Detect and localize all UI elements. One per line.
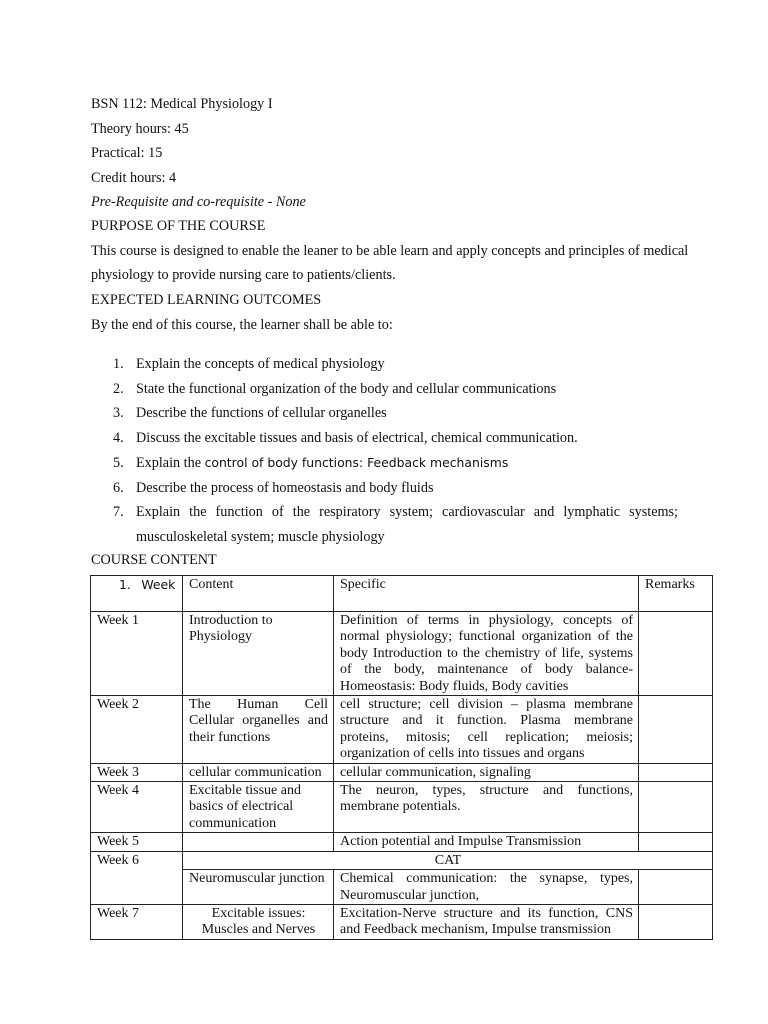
content-cell: Introduction to Physiology <box>183 612 334 696</box>
remarks-cell <box>639 904 713 939</box>
item-number: 4. <box>113 430 124 447</box>
table-row <box>91 904 713 939</box>
specific-cell: Chemical communication: the synapse, types, Neuromuscular junction, <box>334 870 639 905</box>
week-cell: Week 2 <box>91 696 183 764</box>
specific-cell: Definition of terms in physiology, concepts of normal physiology; functional organization of the body Introduction to the chemistry of life, systems of the body, maintenance of body balance-Homeostasis: Body fluids, Body cavities <box>334 612 639 696</box>
purpose-line-1: This course is designed to enable the leaner to be able learn and apply concepts and principles of medical <box>91 243 689 259</box>
purpose-line-2: physiology to provide nursing care to patients/clients. <box>91 267 396 283</box>
item-number: 3. <box>113 405 124 422</box>
item-text: State the functional organization of the body and cellular communications <box>136 380 557 397</box>
item-text: Describe the functions of cellular organelles <box>136 405 387 422</box>
remarks-cell <box>639 833 713 851</box>
header-week <box>91 576 183 612</box>
table-row <box>91 782 713 833</box>
remarks-cell <box>639 782 713 833</box>
outcomes-heading: EXPECTED LEARNING OUTCOMES <box>91 292 322 308</box>
item-number: 1. <box>113 356 124 372</box>
table-row <box>91 870 713 905</box>
list-item <box>91 451 678 476</box>
theory-hours: Theory hours: 45 <box>91 121 189 137</box>
course-content-table <box>90 575 713 940</box>
specific-cell: Action potential and Impulse Transmission <box>334 833 639 851</box>
week-cell: Week 5 <box>91 833 183 851</box>
header-week-label: Week <box>141 577 176 592</box>
list-item <box>91 500 678 549</box>
week-cell: Week 1 <box>91 612 183 696</box>
content-cell <box>183 833 334 851</box>
header-week-number: 1. <box>119 577 131 592</box>
specific-cell: Excitation-Nerve structure and its function, CNS and Feedback mechanism, Impulse transmission <box>334 904 639 939</box>
outcomes-intro: By the end of this course, the learner shall be able to: <box>91 317 393 333</box>
specific-cell: cell structure; cell division – plasma membrane structure and it function. Plasma membrane proteins, mitosis; cell replication; meiosis; organization of cells into tissues and organs <box>334 696 639 764</box>
content-cell: cellular communication <box>183 763 334 781</box>
list-item <box>91 377 678 402</box>
content-cell: Excitable tissue and basics of electrical communication <box>183 782 334 833</box>
prerequisite: Pre-Requisite and co-requisite - None <box>91 194 306 210</box>
purpose-heading: PURPOSE OF THE COURSE <box>91 218 266 234</box>
outcomes-list <box>91 352 678 550</box>
item-number: 2. <box>113 380 124 397</box>
item-text: Explain the function of the respiratory system; cardiovascular and lymphatic systems; musculoskeletal system; muscle physiology <box>136 504 678 545</box>
table-row <box>91 696 713 764</box>
cat-cell: CAT <box>183 851 713 869</box>
week-cell: Week 6 <box>91 851 183 904</box>
item-number: 6. <box>113 479 124 496</box>
item-text-sans: control of body functions: Feedback mechanisms <box>204 454 509 470</box>
item-text: Discuss the excitable tissues and basis of electrical, chemical communication. <box>136 430 578 447</box>
list-item <box>91 476 678 501</box>
week-cell: Week 3 <box>91 763 183 781</box>
practical-hours: Practical: 15 <box>91 145 163 161</box>
week-cell: Week 4 <box>91 782 183 833</box>
content-cell: The Human Cell Cellular organelles and their functions <box>183 696 334 764</box>
item-text: Explain the <box>136 454 205 471</box>
header-specific: Specific <box>334 576 639 612</box>
remarks-cell <box>639 763 713 781</box>
remarks-cell <box>639 870 713 905</box>
header-remarks: Remarks <box>639 576 713 612</box>
list-item <box>91 426 678 451</box>
week-cell: Week 7 <box>91 904 183 939</box>
specific-cell: The neuron, types, structure and functions, membrane potentials. <box>334 782 639 833</box>
content-cell: Excitable issues: Muscles and Nerves <box>183 904 334 939</box>
content-heading: COURSE CONTENT <box>91 552 217 568</box>
item-number: 7. <box>113 504 124 521</box>
table-row <box>91 763 713 781</box>
header-content: Content <box>183 576 334 612</box>
table-row <box>91 612 713 696</box>
table-row <box>91 833 713 851</box>
table-header-row <box>91 576 713 612</box>
content-cell: Neuromuscular junction <box>183 870 334 905</box>
list-item <box>91 401 678 426</box>
course-title: BSN 112: Medical Physiology I <box>91 96 273 112</box>
item-text: Explain the concepts of medical physiology <box>136 356 385 372</box>
credit-hours: Credit hours: 4 <box>91 170 177 186</box>
remarks-cell <box>639 612 713 696</box>
item-text: Describe the process of homeostasis and body fluids <box>136 479 434 496</box>
specific-cell: cellular communication, signaling <box>334 763 639 781</box>
table-row <box>91 851 713 869</box>
item-number: 5. <box>113 454 124 471</box>
remarks-cell <box>639 696 713 764</box>
list-item <box>91 352 678 377</box>
